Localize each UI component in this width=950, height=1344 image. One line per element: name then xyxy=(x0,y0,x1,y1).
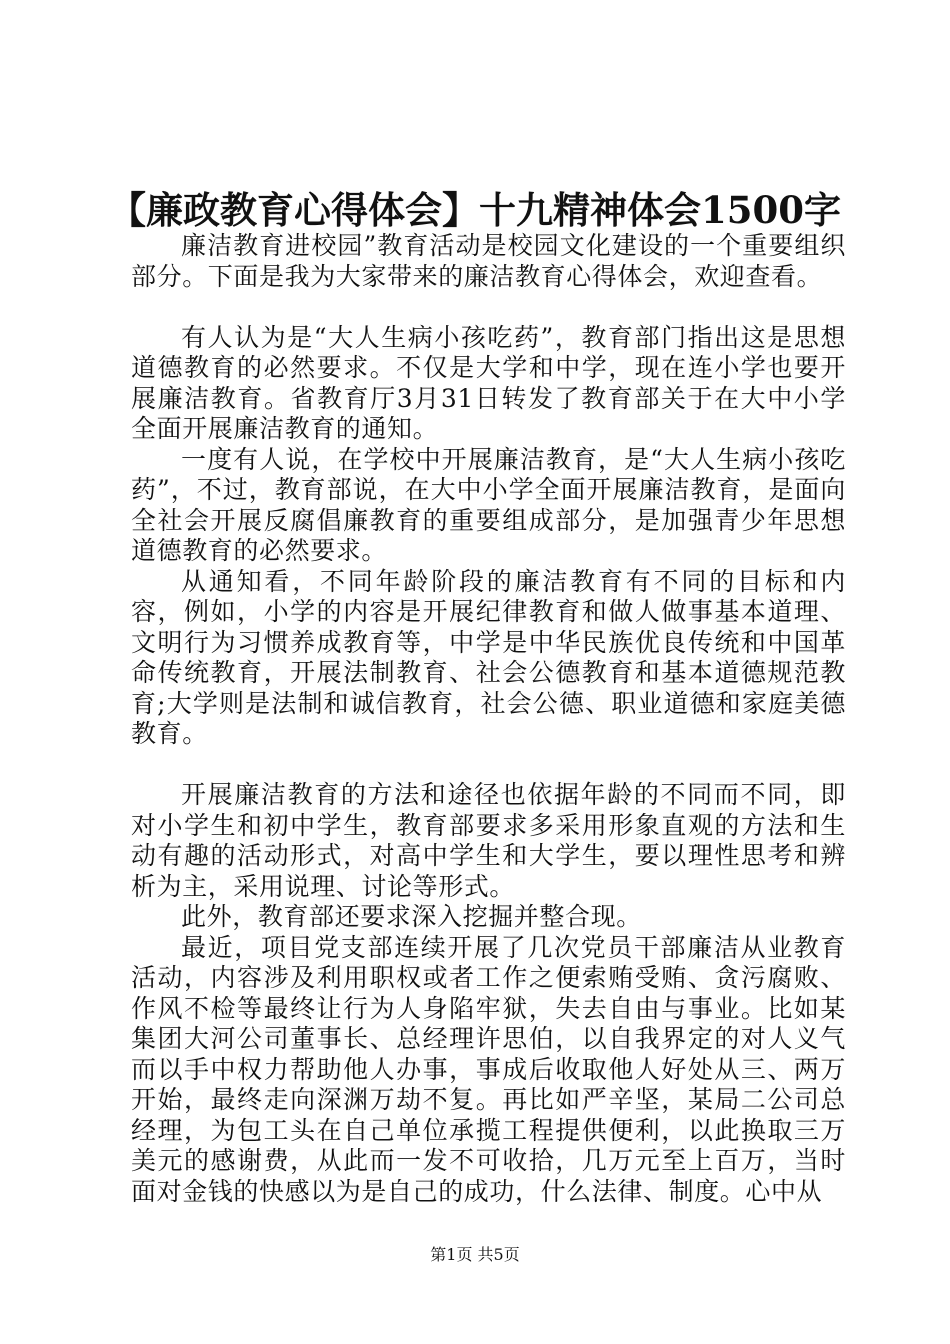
paragraph: 有人认为是“大人生病小孩吃药”，教育部门指出这是思想道德教育的必然要求。不仅是大学和中学，现在连小学也要开展廉洁教育。省教育厅3月31日转发了教育部关于在大中小学全面开展廉洁教育的通知。 xyxy=(131,322,846,443)
document-body xyxy=(131,231,846,1207)
document-title: 【廉政教育心得体会】十九精神体会1500字 xyxy=(109,188,841,232)
paragraph: 一度有人说，在学校中开展廉洁教育，是“大人生病小孩吃药”，不过，教育部说，在大中小学全面开展廉洁教育，是面向全社会开展反腐倡廉教育的重要组成部分，是加强青少年思想道德教育的必然要求。 xyxy=(131,444,846,565)
page-number-footer: 第1页 共5页 xyxy=(430,1245,520,1264)
paragraph: 此外，教育部还要求深入挖掘并整合现。 xyxy=(181,902,642,931)
paragraph: 开展廉洁教育的方法和途径也依据年龄的不同而不同，即对小学生和初中学生，教育部要求多采用形象直观的方法和生动有趣的活动形式，对高中学生和大学生，要以理性思考和辨析为主，采用说理、讨论等形式。 xyxy=(131,780,846,901)
paragraph: 最近，项目党支部连续开展了几次党员干部廉洁从业教育活动，内容涉及利用职权或者工作之便索贿受贿、贪污腐败、作风不检等最终让行为人身陷牢狱，失去自由与事业。比如某集团大河公司董事长、总经理许思伯，以自我界定的对人义气而以手中权力帮助他人办事，事成后收取他人好处从三、两万开始，最终走向深渊万劫不复。再比如严辛坚，某局二公司总经理，为包工头在自己单位承揽工程提供便利，以此换取三万美元的感谢费，从此而一发不可收拾，几万元至上百万，当时面对金钱的快感以为是自己的成功，什么法律、制度。心中从 xyxy=(131,932,846,1206)
paragraph-intro: 廉洁教育进校园”教育活动是校园文化建设的一个重要组织部分。下面是我为大家带来的廉洁教育心得体会，欢迎查看。 xyxy=(131,231,846,291)
paragraph: 从通知看，不同年龄阶段的廉洁教育有不同的目标和内容，例如，小学的内容是开展纪律教育和做人做事基本道理、文明行为习惯养成教育等，中学是中华民族优良传统和中国革命传统教育，开展法制教育、社会公德教育和基本道德规范教育;大学则是法制和诚信教育，社会公德、职业道德和家庭美德教育。 xyxy=(131,566,846,748)
